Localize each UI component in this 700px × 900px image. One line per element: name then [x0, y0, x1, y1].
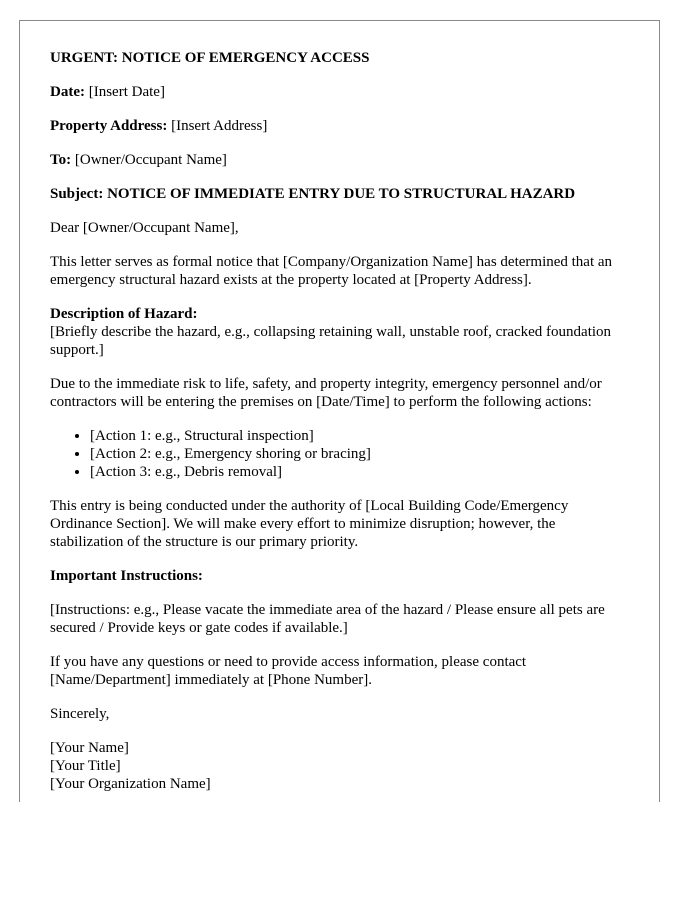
address-label: Property Address:	[50, 118, 168, 134]
salutation: Dear [Owner/Occupant Name],	[50, 220, 239, 236]
hazard-section	[50, 305, 629, 359]
hazard-text: [Briefly describe the hazard, e.g., collapsing retaining wall, unstable roof, cracked foundation support.]	[50, 324, 612, 358]
to-label: To:	[50, 152, 72, 168]
subject-value: NOTICE OF IMMEDIATE ENTRY DUE TO STRUCTURAL HAZARD	[103, 186, 576, 202]
subject-line	[50, 185, 629, 203]
closing: Sincerely,	[50, 706, 110, 722]
letter-content	[20, 21, 659, 793]
letter-page	[19, 20, 660, 802]
date-label: Date:	[50, 84, 85, 100]
instructions-heading: Important Instructions:	[50, 568, 203, 584]
list-item: • [Action 1: e.g., Structural inspection]	[90, 427, 629, 445]
risk-paragraph: Due to the immediate risk to life, safety, and property integrity, emergency personnel and/or contractors will be entering the premises on [Date/Time] to perform the following actions:	[50, 376, 602, 410]
actions-list	[50, 427, 629, 481]
address-line	[50, 117, 629, 135]
contact-paragraph: If you have any questions or need to provide access information, please contact [Name/Department] immediately at [Phone Number].	[50, 654, 527, 688]
signature-title: [Your Title]	[50, 758, 121, 774]
intro-paragraph: This letter serves as formal notice that [Company/Organization Name] has determined that an emergency structural hazard exists at the property located at [Property Address].	[50, 254, 613, 288]
to-line	[50, 151, 629, 169]
instructions-text: [Instructions: e.g., Please vacate the immediate area of the hazard / Please ensure all pets are secured / Provide keys or gate codes if available.]	[50, 602, 605, 636]
signature-name: [Your Name]	[50, 740, 129, 756]
letter-title: URGENT: NOTICE OF EMERGENCY ACCESS	[50, 50, 370, 66]
signature-block	[50, 739, 629, 793]
date-value: [Insert Date]	[84, 84, 165, 100]
date-line	[50, 83, 629, 101]
hazard-heading: Description of Hazard:	[50, 306, 198, 322]
authority-paragraph: This entry is being conducted under the authority of [Local Building Code/Emergency Ordinance Section]. We will make every effort to minimize disruption; however, the stabilization of the structure is our primary priority.	[50, 498, 569, 550]
list-item: • [Action 3: e.g., Debris removal]	[90, 463, 629, 481]
address-value: [Insert Address]	[167, 118, 268, 134]
signature-organization: [Your Organization Name]	[50, 776, 211, 792]
list-item: • [Action 2: e.g., Emergency shoring or bracing]	[90, 445, 629, 463]
subject-label: Subject:	[50, 186, 104, 202]
to-value: [Owner/Occupant Name]	[71, 152, 227, 168]
